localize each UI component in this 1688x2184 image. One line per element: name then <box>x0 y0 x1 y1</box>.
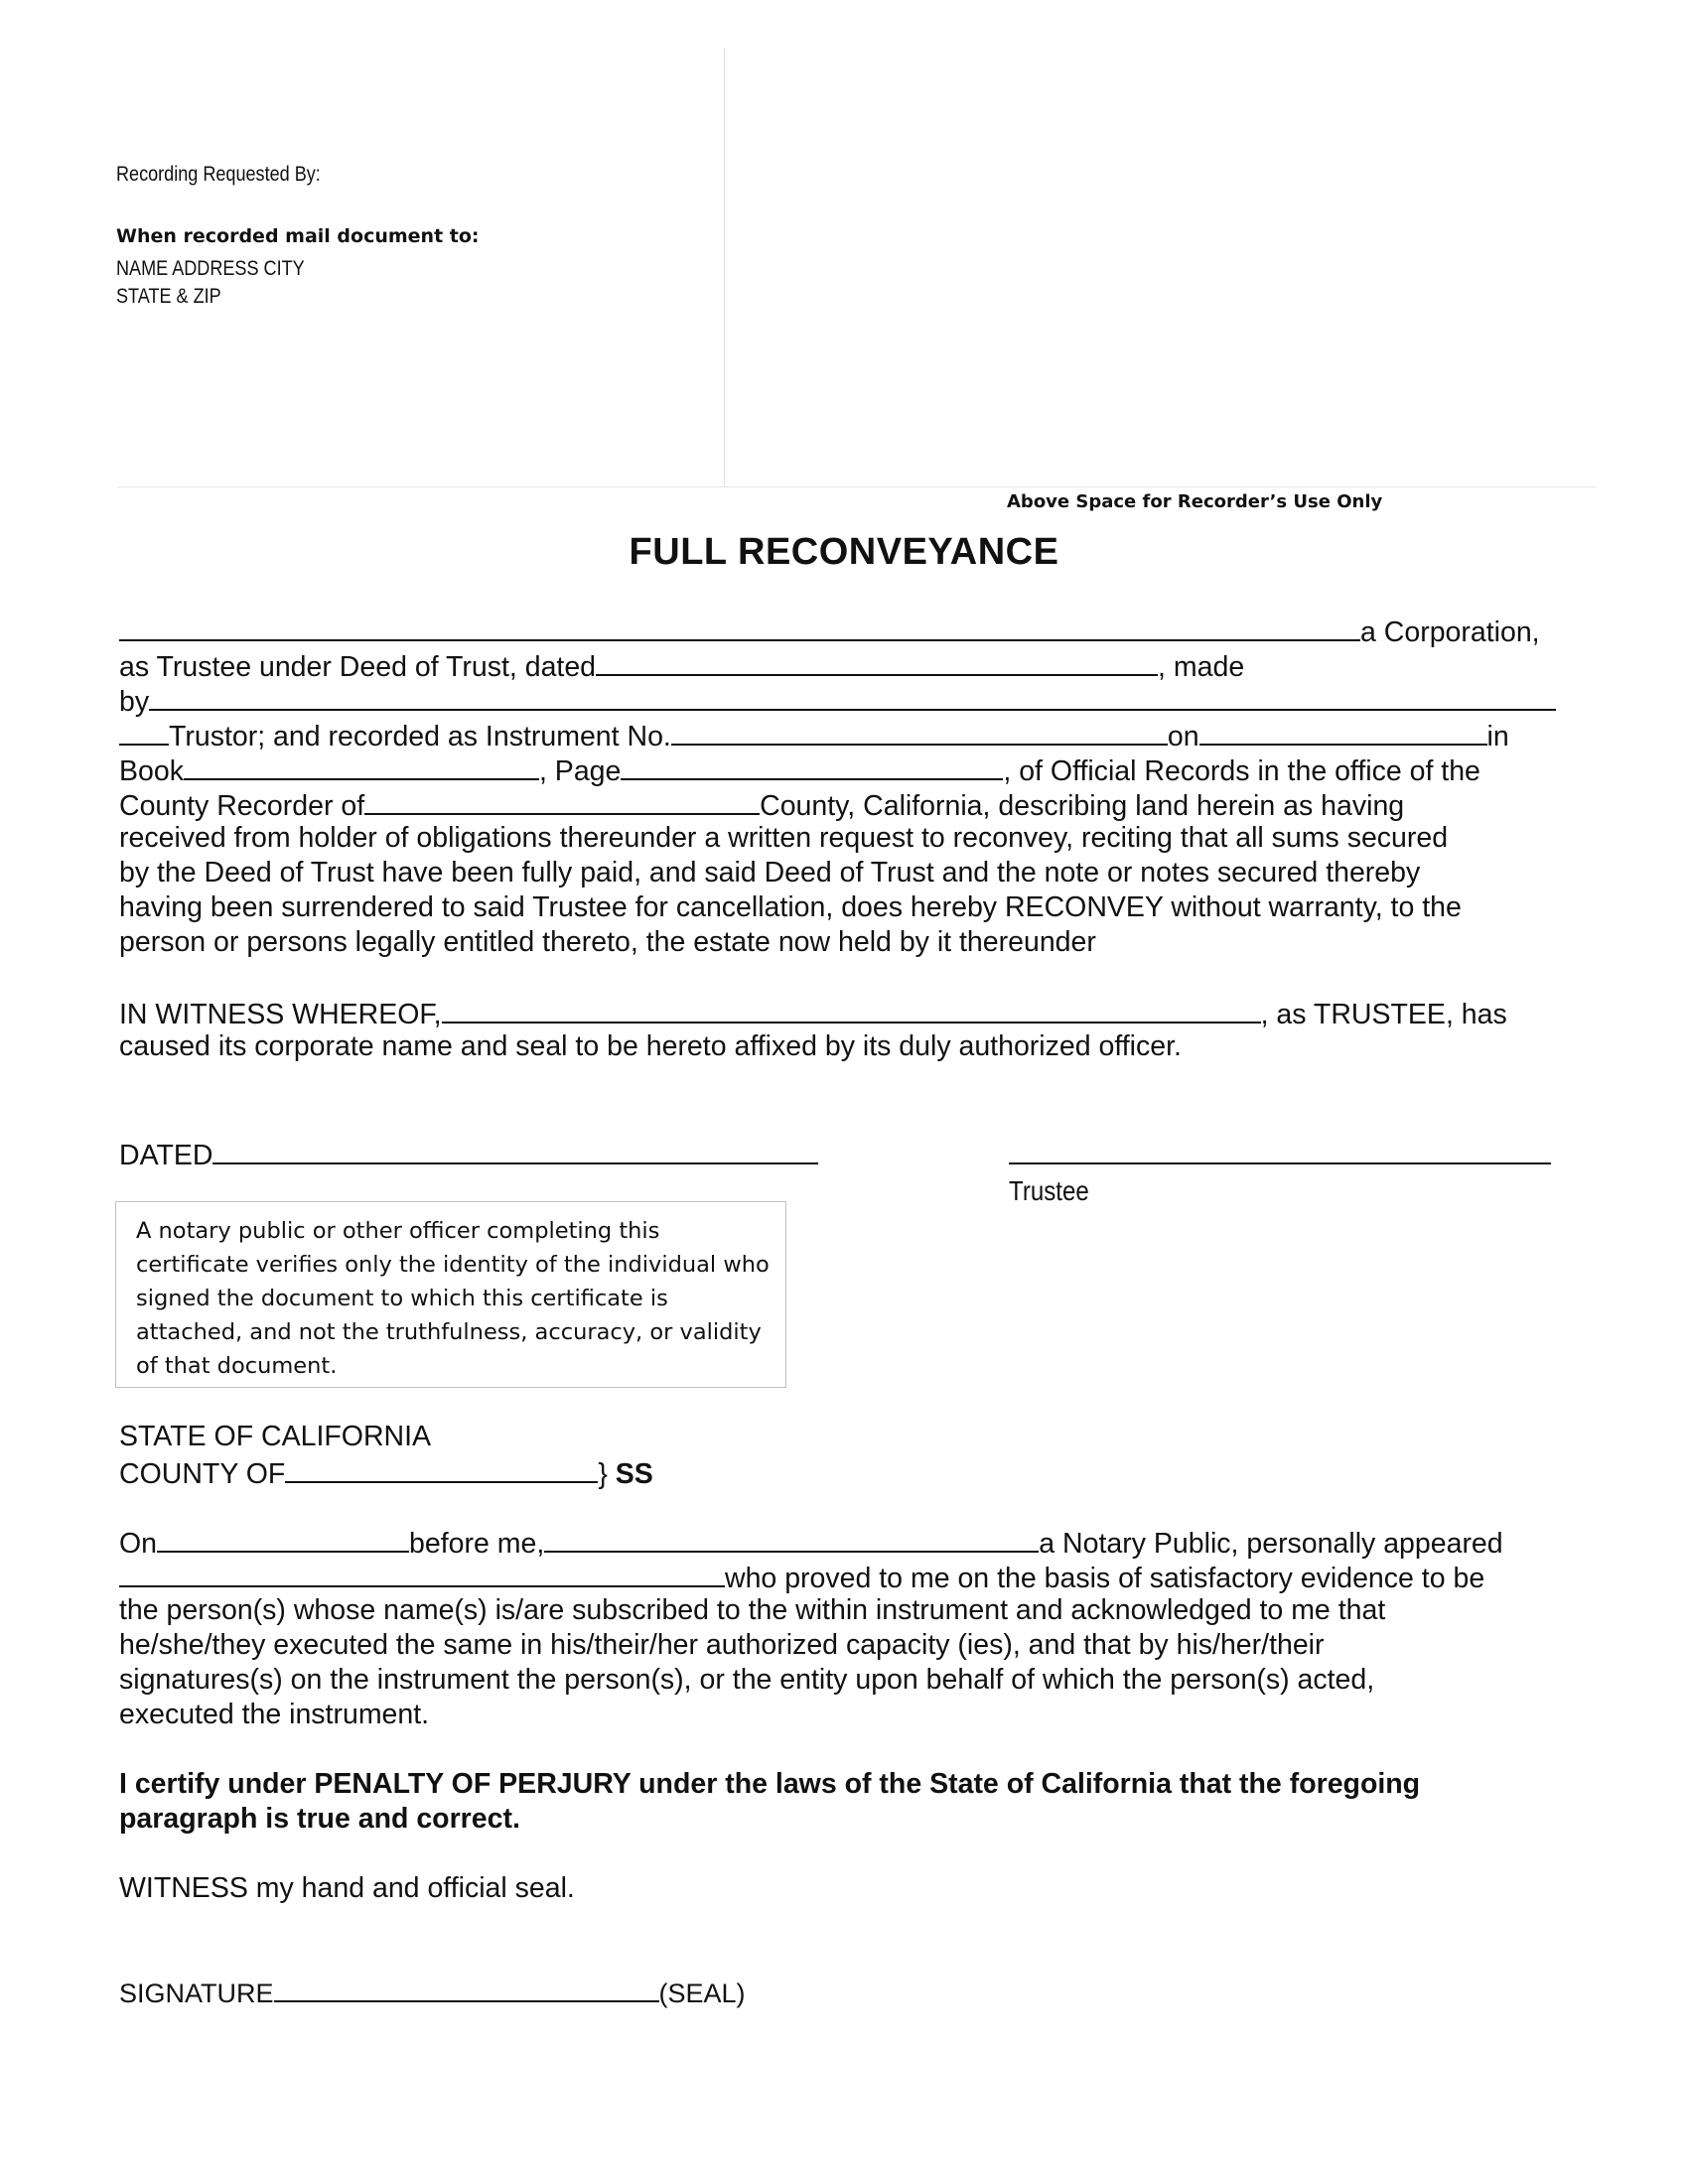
body-line-8: by the Deed of Trust have been fully paid, and said Deed of Trust and the note or notes secured thereby <box>119 857 1421 888</box>
witness-line-2: caused its corporate name and seal to be hereto affixed by its duly authorized officer. <box>119 1030 1182 1062</box>
made-by-blank[interactable] <box>149 682 1556 711</box>
body-line-9: having been surrendered to said Trustee for cancellation, does hereby RECONVEY without warranty, to the <box>119 891 1462 923</box>
body-line-7: received from holder of obligations thereunder a written request to reconvey, reciting that all sums secured <box>119 822 1449 854</box>
address-line-1: NAME ADDRESS CITY <box>116 257 305 280</box>
notary-notice-line: A notary public or other officer completing this <box>136 1218 660 1244</box>
witness-seal-line: WITNESS my hand and official seal. <box>119 1872 575 1904</box>
ack-line-4: he/she/they executed the same in his/their/her authorized capacity (ies), and that by his/her/their <box>119 1629 1325 1661</box>
appeared-person-blank[interactable] <box>119 1559 725 1587</box>
mail-to-label: When recorded mail document to: <box>116 225 480 247</box>
body-line-4: Trustor; and recorded as Instrument No. on in <box>119 717 1509 754</box>
recorder-space-divider-vertical <box>724 48 725 486</box>
county-of-line: COUNTY OF } SS <box>119 1454 653 1492</box>
recorder-space-divider-horizontal <box>117 486 1597 487</box>
ss-label: SS <box>615 1458 653 1490</box>
recorder-use-only: Above Space for Recorder’s Use Only <box>1007 491 1383 512</box>
body-line-2: as Trustee under Deed of Trust, dated , made <box>119 647 1244 685</box>
dated-blank[interactable] <box>212 1136 818 1164</box>
notary-name-blank[interactable] <box>544 1524 1039 1553</box>
trustee-label: Trustee <box>1009 1175 1089 1206</box>
recording-requested-by: Recording Requested By: <box>116 163 321 186</box>
ack-line-2: who proved to me on the basis of satisfactory evidence to be <box>119 1559 1484 1596</box>
address-line-2: STATE & ZIP <box>116 285 221 308</box>
ack-line-5: signatures(s) on the instrument the person(s), or the entity upon behalf of which the person(s) acted, <box>119 1664 1375 1696</box>
ack-date-blank[interactable] <box>157 1524 409 1553</box>
instrument-no-blank[interactable] <box>671 717 1168 746</box>
notary-notice-box <box>115 1201 786 1388</box>
body-line-1: a Corporation, <box>119 613 1540 650</box>
corporation-name-blank[interactable] <box>119 613 1360 641</box>
body-line-5: Book , Page , of Official Records in the office of the <box>119 751 1480 789</box>
recorded-on-blank[interactable] <box>1199 717 1487 746</box>
page-blank[interactable] <box>621 751 1003 780</box>
state-of-california: STATE OF CALIFORNIA <box>119 1421 432 1452</box>
certify-line-2: paragraph is true and correct. <box>119 1803 520 1835</box>
ack-line-3: the person(s) whose name(s) is/are subscribed to the within instrument and acknowledged to me that <box>119 1594 1386 1626</box>
signature-blank[interactable] <box>274 1974 659 2002</box>
notary-notice-line: attached, and not the truthfulness, accuracy, or validity <box>136 1319 762 1345</box>
dated-line: DATED <box>119 1136 818 1173</box>
book-blank[interactable] <box>184 751 539 780</box>
county-recorder-blank[interactable] <box>364 786 760 815</box>
body-line-10: person or persons legally entitled thereto, the estate now held by it thereunder <box>119 926 1096 958</box>
county-of-blank[interactable] <box>285 1454 598 1483</box>
body-line-6: County Recorder of County, California, describing land herein as having <box>119 786 1404 824</box>
trustor-blank[interactable] <box>119 717 169 746</box>
witness-line-1: IN WITNESS WHEREOF, , as TRUSTEE, has <box>119 995 1507 1032</box>
deed-date-blank[interactable] <box>596 647 1158 676</box>
trustee-name-blank[interactable] <box>442 995 1261 1024</box>
body-line-3: by <box>119 682 1556 720</box>
document-title: FULL RECONVEYANCE <box>629 531 1059 573</box>
ack-line-6: executed the instrument. <box>119 1699 430 1730</box>
notary-notice-line: certificate verifies only the identity of the individual who <box>136 1252 770 1278</box>
ack-line-1: On before me, a Notary Public, personally appeared <box>119 1524 1503 1562</box>
trustee-signature-line[interactable] <box>1009 1162 1551 1164</box>
notary-notice-line: of that document. <box>136 1353 338 1379</box>
signature-line: SIGNATURE (SEAL) <box>119 1974 746 2011</box>
notary-notice-line: signed the document to which this certificate is <box>136 1286 668 1311</box>
certify-line-1: I certify under PENALTY OF PERJURY under the laws of the State of California that the foregoing <box>119 1768 1421 1800</box>
